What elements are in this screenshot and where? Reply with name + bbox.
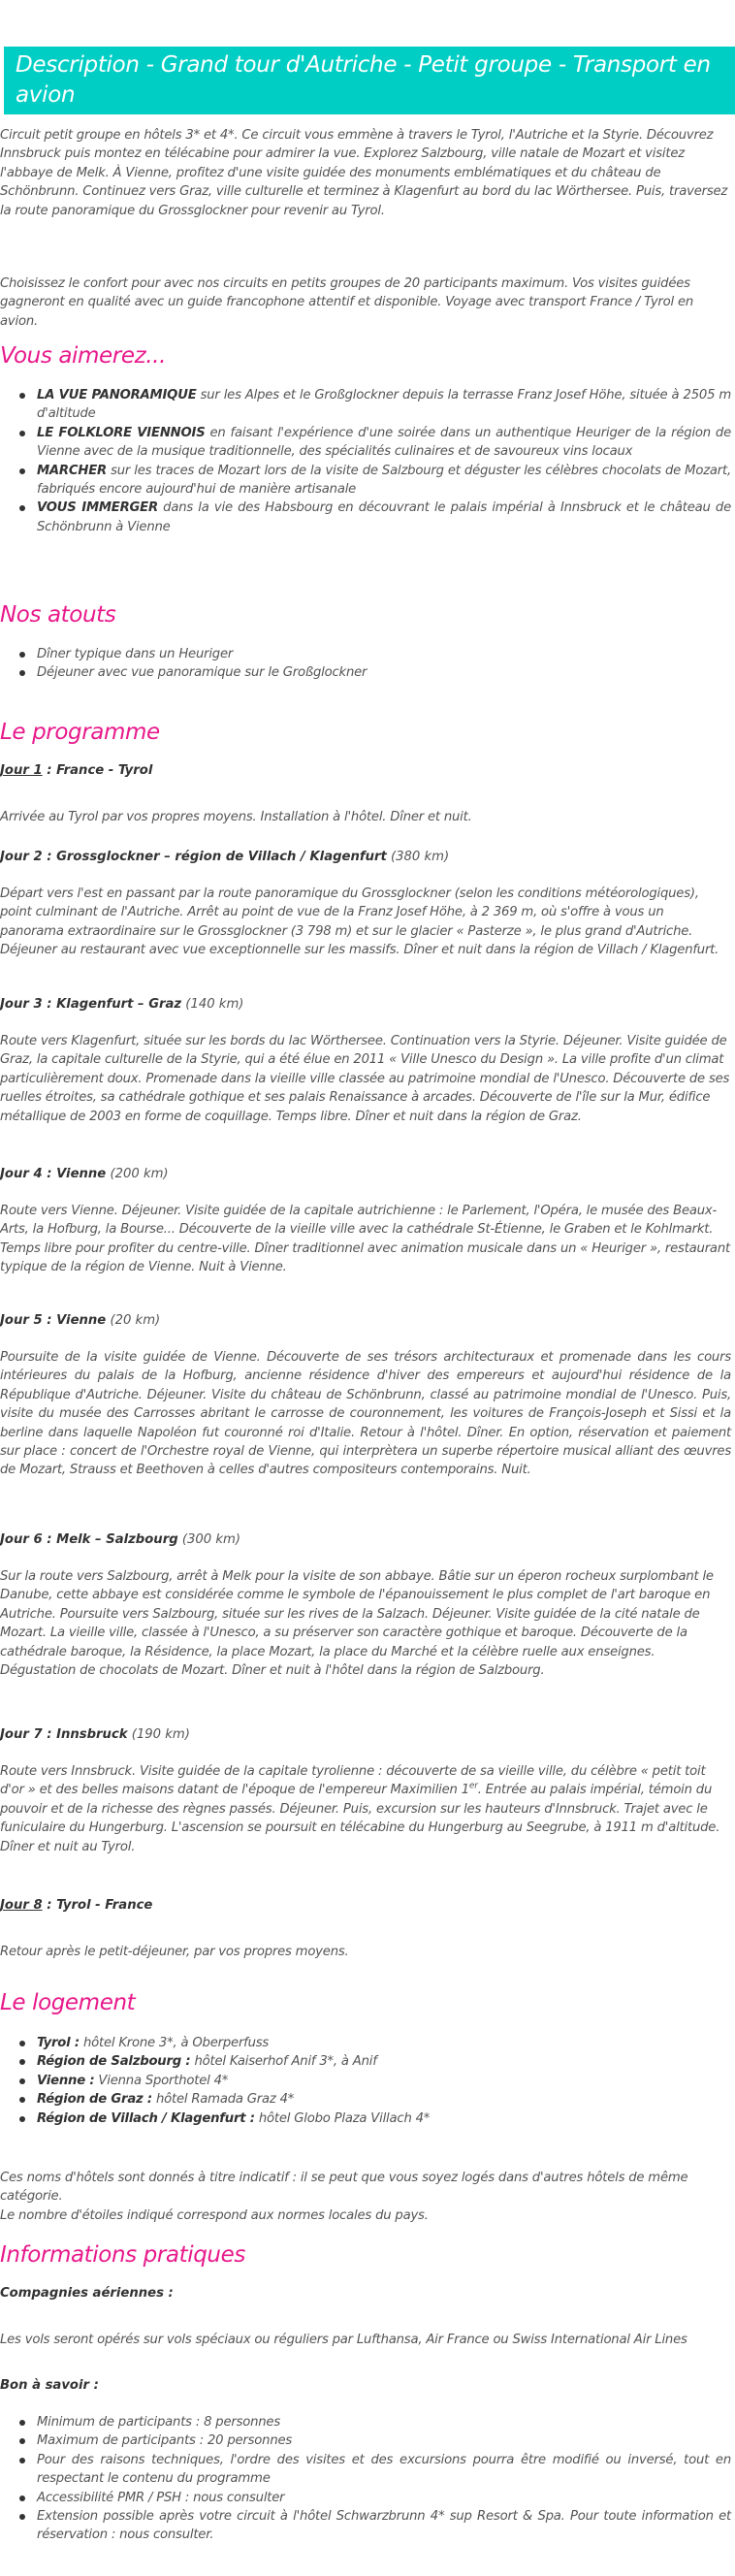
day-2-description: Départ vers l'est en passant par la route panoramique du Grossglockner (selon les conditions météorologiques), point culminant de l'Autriche. Arrêt au point de vue de la Franz Josef Höhe, à 2 369 m, où s'offre à vous un panorama extraordinaire sur le Grossglockner (3 798 m) et sur le glacier « Pasterze », le plus grand d'Autriche. Déjeuner au restaurant avec vue exceptionnelle sur les massifs. Dîner et nuit dans la région de Villach / Klagenfurt. — [0, 886, 719, 958]
day-3-description: Route vers Klagenfurt, située sur les bords du lac Wörthersee. Continuation vers la Styrie. Déjeuner. Visite guidée de Graz, la capitale culturelle de la Styrie, qui a été élue en 2011 « Ville Unesco du Design ». La ville profite d'un climat particulièrement doux. Promenade dans la vieille ville classée au patrimoine mondial de l'Unesco. Découverte de ses ruelles étroites, sa cathédrale gothique et ses palais Renaissance à arcades. Découverte de l'île sur la Mur, édifice métallique de 2003 en forme de coquillage. Temps libre. Dîner et nuit dans la région de Graz. — [0, 1034, 730, 1124]
bon-a-savoir-label: Bon à savoir : — [0, 2378, 99, 2393]
day-2-title: Jour 2 : Grossglockner – région de Villach / Klagenfurt (380 km) — [0, 850, 450, 864]
day-7-description: Route vers Innsbruck. Visite guidée de la capitale tyrolienne : découverte de sa vieille ville, du célèbre « petit toit d'or » et des belles maisons datant de l'époque de l'empereur Maximilien 1er. Entrée au palais impérial, témoin du pouvoir et de la richesse des règnes passés. Déjeuner. Puis, excursion sur les hauteurs d'Innsbruck. Trajet avec le funiculaire du Hungerburg. L'ascension se poursuit en télécabine du Hungerburg au Seegrube, à 1911 m d'altitude. Dîner et nuit au Tyrol. — [0, 1764, 720, 1854]
atouts-heading: Nos atouts — [0, 602, 116, 628]
list-item: VOUS IMMERGER dans la vie des Habsbourg en découvrant le palais impérial à Innsbruck et le château de Schönbrunn à Vienne — [37, 499, 731, 536]
list-item: Région de Villach / Klagenfurt : hôtel Globo Plaza Villach 4* — [37, 2109, 731, 2128]
day-4-title: Jour 4 : Vienne (200 km) — [0, 1167, 169, 1181]
compagnies-text: Les vols seront opérés sur vols spéciaux ou réguliers par Lufthansa, Air France ou Swiss International Air Lines — [0, 2333, 687, 2347]
day-5-description: Poursuite de la visite guidée de Vienne. Découverte de ses trésors architecturaux et promenade dans les cours intérieures du palais de la Hofburg, ancienne résidence d'hiver des empereurs et aujourd'hui résidence de la République d'Autriche. Déjeuner. Visite du château de Schönbrunn, classé au patrimoine mondial de l'Unesco. Puis, visite du musée des Carrosses abritant le carrosse de couronnement, les voitures de François-Joseph et Sissi et la berline dans laquelle Napoléon fut couronné roi d'Italie. Retour à l'hôtel. Dîner. En option, réservation et paiement sur place : concert de l'Orchestre royal de Vienne, qui interprètera un superbe répertoire musical alliant des œuvres de Mozart, Strauss et Beethoven à celles d'autres compositeurs contemporains. Nuit. — [0, 1350, 731, 1478]
list-item: Minimum de participants : 8 personnes — [37, 2413, 731, 2431]
compagnies-label: Compagnies aériennes : — [0, 2286, 174, 2301]
intro-paragraph-2: Choisissez le confort pour avec nos circuits en petits groupes de 20 participants maximum. Vos visites guidées gagneront en qualité avec un guide francophone attentif et disponible. Voyage avec transport France / Tyrol en avion. — [0, 276, 694, 329]
day-8-title: Jour 8 : Tyrol - France — [0, 1898, 153, 1913]
vous-aimerez-list — [0, 386, 731, 536]
list-item: Dîner typique dans un Heuriger — [37, 645, 731, 663]
list-item: Pour des raisons techniques, l'ordre des visites et des excursions pourra être modifié ou inversé, tout en respectant le contenu du programme — [37, 2451, 731, 2489]
day-1-title: Jour 1 : France - Tyrol — [0, 763, 153, 778]
day-6-title: Jour 6 : Melk – Salzbourg (300 km) — [0, 1532, 240, 1547]
day-1-description: Arrivée au Tyrol par vos propres moyens. Installation à l'hôtel. Dîner et nuit. — [0, 810, 472, 824]
intro-paragraph-1: Circuit petit groupe en hôtels 3* et 4*. Ce circuit vous emmène à travers le Tyrol, l'Autriche et la Styrie. Découvrez Innsbruck puis montez en télécabine pour admirer la vue. Explorez Salzbourg, ville natale de Mozart et visitez l'abbaye de Melk. À Vienne, profitez d'une visite guidée des monuments emblématiques et du château de Schönbrunn. Continuez vers Graz, ville culturelle et terminez à Klagenfurt au bord du lac Wörthersee. Puis, traversez la route panoramique du Grossglockner pour revenir au Tyrol. — [0, 128, 728, 218]
day-7-title: Jour 7 : Innsbruck (190 km) — [0, 1727, 190, 1742]
logement-list — [0, 2034, 731, 2128]
atouts-list — [0, 645, 731, 683]
day-6-description: Sur la route vers Salzbourg, arrêt à Melk pour la visite de son abbaye. Bâtie sur un éperon rocheux surplombant le Danube, cette abbaye est considérée comme le symbole de l'épanouissement le plus complet de l'art baroque en Autriche. Poursuite vers Salzbourg, située sur les rives de la Salzach. Déjeuner. Visite guidée de la cité natale de Mozart. La vieille ville, classée à l'Unesco, a su préserver son caractère gothique et baroque. Découverte de la cathédrale baroque, la Résidence, la place Mozart, la place du Marché et la célèbre ruelle aux enseignes. Dégustation de chocolats de Mozart. Dîner et nuit à l'hôtel dans la région de Salzbourg. — [0, 1569, 714, 1679]
logement-notes: Ces noms d'hôtels sont donnés à titre indicatif : il se peut que vous soyez logés dans d'autres hôtels de même catégorie. Le nombre d'étoiles indiqué correspond aux normes locales du pays. — [0, 2171, 688, 2223]
day-4-description: Route vers Vienne. Déjeuner. Visite guidée de la capitale autrichienne : le Parlement, l'Opéra, le musée des Beaux-Arts, la Hofburg, la Bourse... Découverte de la vieille ville avec la cathédrale St-Étienne, le Graben et le Kohlmarkt. Temps libre pour profiter du centre-ville. Dîner traditionnel avec animation musicale dans un « Heuriger », restaurant typique de la région de Vienne. Nuit à Vienne. — [0, 1204, 730, 1275]
day-8-description: Retour après le petit-déjeuner, par vos propres moyens. — [0, 1945, 349, 1959]
list-item: Région de Graz : hôtel Ramada Graz 4* — [37, 2090, 731, 2109]
list-item: MARCHER sur les traces de Mozart lors de la visite de Salzbourg et déguster les célèbres chocolats de Mozart, fabriqués encore aujourd'hui de manière artisanale — [37, 462, 731, 499]
page-title: Description - Grand tour d'Autriche - Petit groupe - Transport en avion — [16, 52, 711, 108]
programme-heading: Le programme — [0, 720, 160, 745]
list-item: Région de Salzbourg : hôtel Kaiserhof Anif 3*, à Anif — [37, 2052, 731, 2071]
list-item: Maximum de participants : 20 personnes — [37, 2431, 731, 2450]
list-item: Tyrol : hôtel Krone 3*, à Oberperfuss — [37, 2034, 731, 2052]
list-item: Déjeuner avec vue panoramique sur le Großglockner — [37, 663, 731, 682]
bon-a-savoir-list — [0, 2413, 731, 2545]
list-item: Extension possible après votre circuit à l'hôtel Schwarzbrunn 4* sup Resort & Spa. Pour toute information et réservation : nous consulter. — [37, 2507, 731, 2545]
list-item: Accessibilité PMR / PSH : nous consulter — [37, 2489, 731, 2507]
vous-aimerez-heading: Vous aimerez... — [0, 343, 166, 369]
logement-heading: Le logement — [0, 1990, 136, 2015]
day-3-title: Jour 3 : Klagenfurt – Graz (140 km) — [0, 997, 244, 1012]
list-item: Vienne : Vienna Sporthotel 4* — [37, 2072, 731, 2090]
list-item: LA VUE PANORAMIQUE sur les Alpes et le Großglockner depuis la terrasse Franz Josef Höhe, située à 2505 m d'altitude — [37, 386, 731, 424]
day-5-title: Jour 5 : Vienne (20 km) — [0, 1313, 161, 1328]
list-item: LE FOLKLORE VIENNOIS en faisant l'expérience d'une soirée dans un authentique Heuriger de la région de Vienne avec de la musique traditionnelle, des spécialités culinaires et de savoureux vins locaux — [37, 424, 731, 462]
infos-heading: Informations pratiques — [0, 2242, 245, 2268]
title-banner — [4, 47, 735, 114]
